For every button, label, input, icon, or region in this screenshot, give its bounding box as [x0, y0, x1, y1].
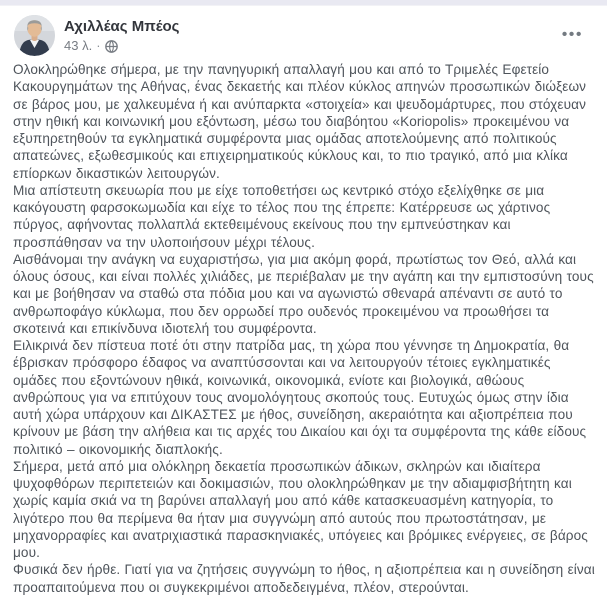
avatar[interactable] — [14, 15, 55, 56]
post-paragraph: Σήμερα, μετά από μια ολόκληρη δεκαετία προσωπικών άδικων, σκληρών και ιδιαίτερα ψυχοφθόρων περιπετειών και δοκιμασιών, που ολοκληρώθηκαν με την αδιαμφισβήτητη και χωρίς καμία σκιά να τη βαρύνει απαλλαγή μου από κάθε κατασκευασμένη κατηγορία, το λιγότερο που θα περίμενα θα ήταν μια συγγνώμη από αυτούς που πρωτοστάτησαν, με μηχανορραφίες και ανατριχιαστικά παρασκηνιακές, υπόγειες και βρόμικες ενέργειες, σε βάρος μου. — [13, 458, 588, 560]
avatar-image — [14, 15, 55, 56]
post-body — [0, 60, 607, 596]
timestamp[interactable]: 43 λ. — [64, 38, 93, 53]
author-name[interactable]: Αχιλλέας Μπέος — [64, 18, 180, 35]
post-meta — [64, 38, 593, 54]
post-paragraph: Μια απίστευτη σκευωρία που με είχε τοποθετήσει ως κεντρικό στόχο εξελίχθηκε σε μια κακόγουστη φαρσοκωμωδία και είχε το τέλος που της έπρεπε: Κατέρρευσε ως χάρτινος πύργος, αφήνοντας πολλαπλά εκτεθειμένους εκείνους που την εμπνεύστηκαν και προσπάθησαν να την υλοποιήσουν μέχρι τέλους. — [13, 182, 551, 250]
post-paragraph: Ολοκληρώθηκε σήμερα, με την πανηγυρική απαλλαγή μου και από το Τριμελές Εφετείο Κακουργημάτων της Αθήνας, ένας δεκαετής και πλέον κύκλος απηνών προσωπικών διώξεων σε βάρος μου, με χαλκευμένα ή και ανύπαρκτα «στοιχεία» και ψευδομάρτυρες, που στόχευαν στην ηθική και κοινωνική μου εξόντωση, μέσω του διαβόητου «Koriopolis» προκειμένου να εξυπηρετηθούν τα εγκληματικά συμφέροντα μιας ομάδας αποτελούμενης από πολιτικούς απατεώνες, εξωθεσμικούς και επιχειρηματικούς κύκλους και, το πιο τραγικό, από μια κλίκα επίορκων δικαστικών λειτουργών. — [13, 62, 587, 181]
post-header — [0, 6, 607, 60]
post-paragraph: Φυσικά δεν ήρθε. Γιατί για να ζητήσεις συγγνώμη το ήθος, η αξιοπρέπεια και η συνείδηση είναι προαπαιτούμενα που οι συγκεκριμένοι αποδεδειγμένα, πλέον, στερούνται. — [13, 562, 595, 595]
post-paragraph: Αισθάνομαι την ανάγκη να ευχαριστήσω, για μια ακόμη φορά, πρωτίστως τον Θεό, αλλά και όλους όσους, και είναι πολλές χιλιάδες, με περιέβαλαν με την αγάπη και την εμπιστοσύνη τους και με βοήθησαν να σταθώ στα πόδια μου και να αγωνιστώ σθεναρά απέναντι σε αυτό το ανθρωποφάγο κύκλωμα, που δεν ορρωδεί προ ουδενός προκειμένου να προωθήσει τα σκοτεινά και επικίνδυνα ιδιοτελή του συμφέροντα. — [13, 251, 594, 336]
ellipsis-icon: ••• — [561, 26, 583, 43]
post-header-text — [64, 15, 593, 54]
globe-icon[interactable] — [105, 40, 118, 53]
post-paragraph: Ειλικρινά δεν πίστευα ποτέ ότι στην πατρίδα μας, τη χώρα που γέννησε τη Δημοκρατία, θα έβρισκαν πρόσφορο έδαφος να αναπτύσσονται και να λειτουργούν τέτοιες εγκληματικές ομάδες που εξοντώνουν ηθικά, κοινωνικά, οικονομικά, ενίοτε και βιολογικά, αθώους ανθρώπους για να επιτύχουν τους ανομολόγητους σκοπούς τους. Ευτυχώς όμως στην ίδια αυτή χώρα υπάρχουν και ΔΙΚΑΣΤΕΣ με ήθος, συνείδηση, ακεραιότητα και αξιοπρέπεια που κρίνουν με βάση την αλήθεια και τις αρχές του Δικαίου και όχι τα συμφέροντα της κάθε είδους πολιτικό – οικονομικής διαπλοκής. — [13, 338, 587, 457]
meta-separator: · — [96, 38, 101, 53]
facebook-post — [0, 6, 607, 596]
post-menu-button[interactable] — [560, 24, 585, 46]
